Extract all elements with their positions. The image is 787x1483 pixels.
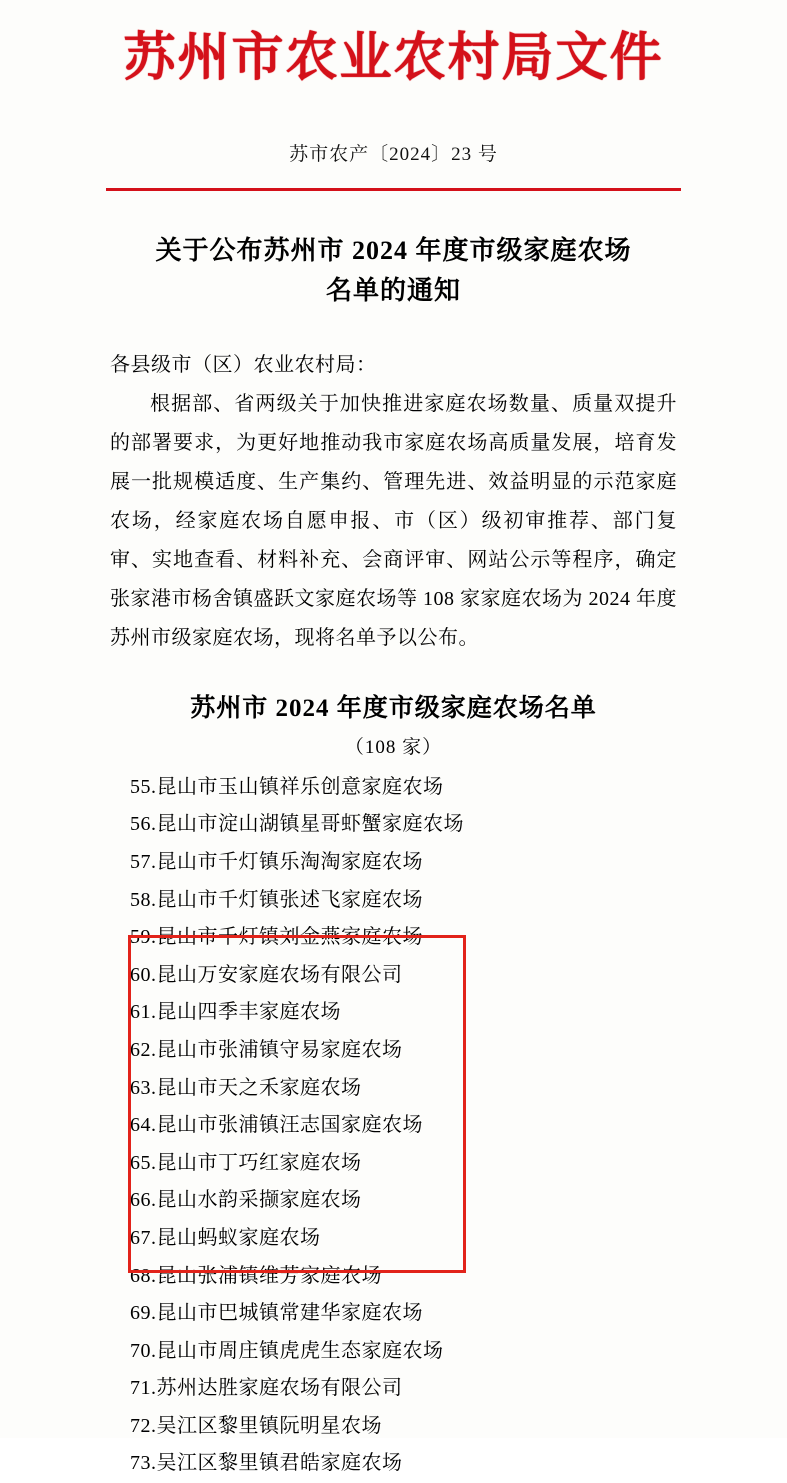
list-item: 69.昆山市巴城镇常建华家庭农场 xyxy=(130,1302,423,1325)
list-item: 68.昆山张浦镇维芳家庭农场 xyxy=(130,1264,382,1287)
page-title xyxy=(48,231,739,312)
masthead-title: 苏州市农业农村局文件 xyxy=(123,30,664,87)
page-title-line-1: 关于公布苏州市 2024 年度市级家庭农场 xyxy=(155,236,632,266)
list-item: 59.昆山市千灯镇刘金燕家庭农场 xyxy=(130,926,423,949)
list-item: 58.昆山市千灯镇张述飞家庭农场 xyxy=(130,888,423,911)
list-item: 57.昆山市千灯镇乐淘淘家庭农场 xyxy=(130,850,423,873)
list-title: 苏州市 2024 年度市级家庭农场名单 xyxy=(190,694,597,722)
list-item: 61.昆山四季丰家庭农场 xyxy=(130,1001,341,1024)
list-item: 64.昆山市张浦镇汪志国家庭农场 xyxy=(130,1114,423,1137)
addressee-line: 各县级市（区）农业农村局： xyxy=(110,353,377,376)
list-item: 67.昆山蚂蚁家庭农场 xyxy=(130,1226,321,1249)
list-item: 66.昆山水韵采撷家庭农场 xyxy=(130,1189,362,1212)
body-paragraph: 根据部、省两级关于加快推进家庭农场数量、质量双提升的部署要求，为更好地推动我市家庭农场高质量发展，培育发展一批规模适度、生产集约、管理先进、效益明显的示范家庭农场，经家庭农场自愿申报、市（区）级初审推荐、部门复审、实地查看、材料补充、会商评审、网站公示等程序，确定张家港市杨舍镇盛跃文家庭农场等 108 家家庭农场为 2024 年度苏州市级家庭农场，现将名单予以公布。 xyxy=(110,392,677,649)
farm-name-list xyxy=(48,769,739,1483)
body-text xyxy=(48,346,739,658)
red-divider-rule xyxy=(106,188,681,191)
list-item: 60.昆山万安家庭农场有限公司 xyxy=(130,963,403,986)
list-item: 56.昆山市淀山湖镇星哥虾蟹家庭农场 xyxy=(130,813,464,836)
page-title-line-2: 名单的通知 xyxy=(325,276,461,306)
list-item: 63.昆山市天之禾家庭农场 xyxy=(130,1076,362,1099)
document-number: 苏市农产〔2024〕23 号 xyxy=(289,144,498,166)
list-item: 72.吴江区黎里镇阮明星农场 xyxy=(130,1414,382,1437)
list-subtitle: （108 家） xyxy=(344,736,443,758)
list-item: 70.昆山市周庄镇虎虎生态家庭农场 xyxy=(130,1339,444,1362)
list-item: 55.昆山市玉山镇祥乐创意家庭农场 xyxy=(130,775,444,798)
list-item: 73.吴江区黎里镇君皓家庭农场 xyxy=(130,1452,403,1475)
list-item: 71.苏州达胜家庭农场有限公司 xyxy=(130,1377,403,1400)
list-item: 65.昆山市丁巧红家庭农场 xyxy=(130,1151,362,1174)
list-item: 62.昆山市张浦镇守易家庭农场 xyxy=(130,1038,403,1061)
